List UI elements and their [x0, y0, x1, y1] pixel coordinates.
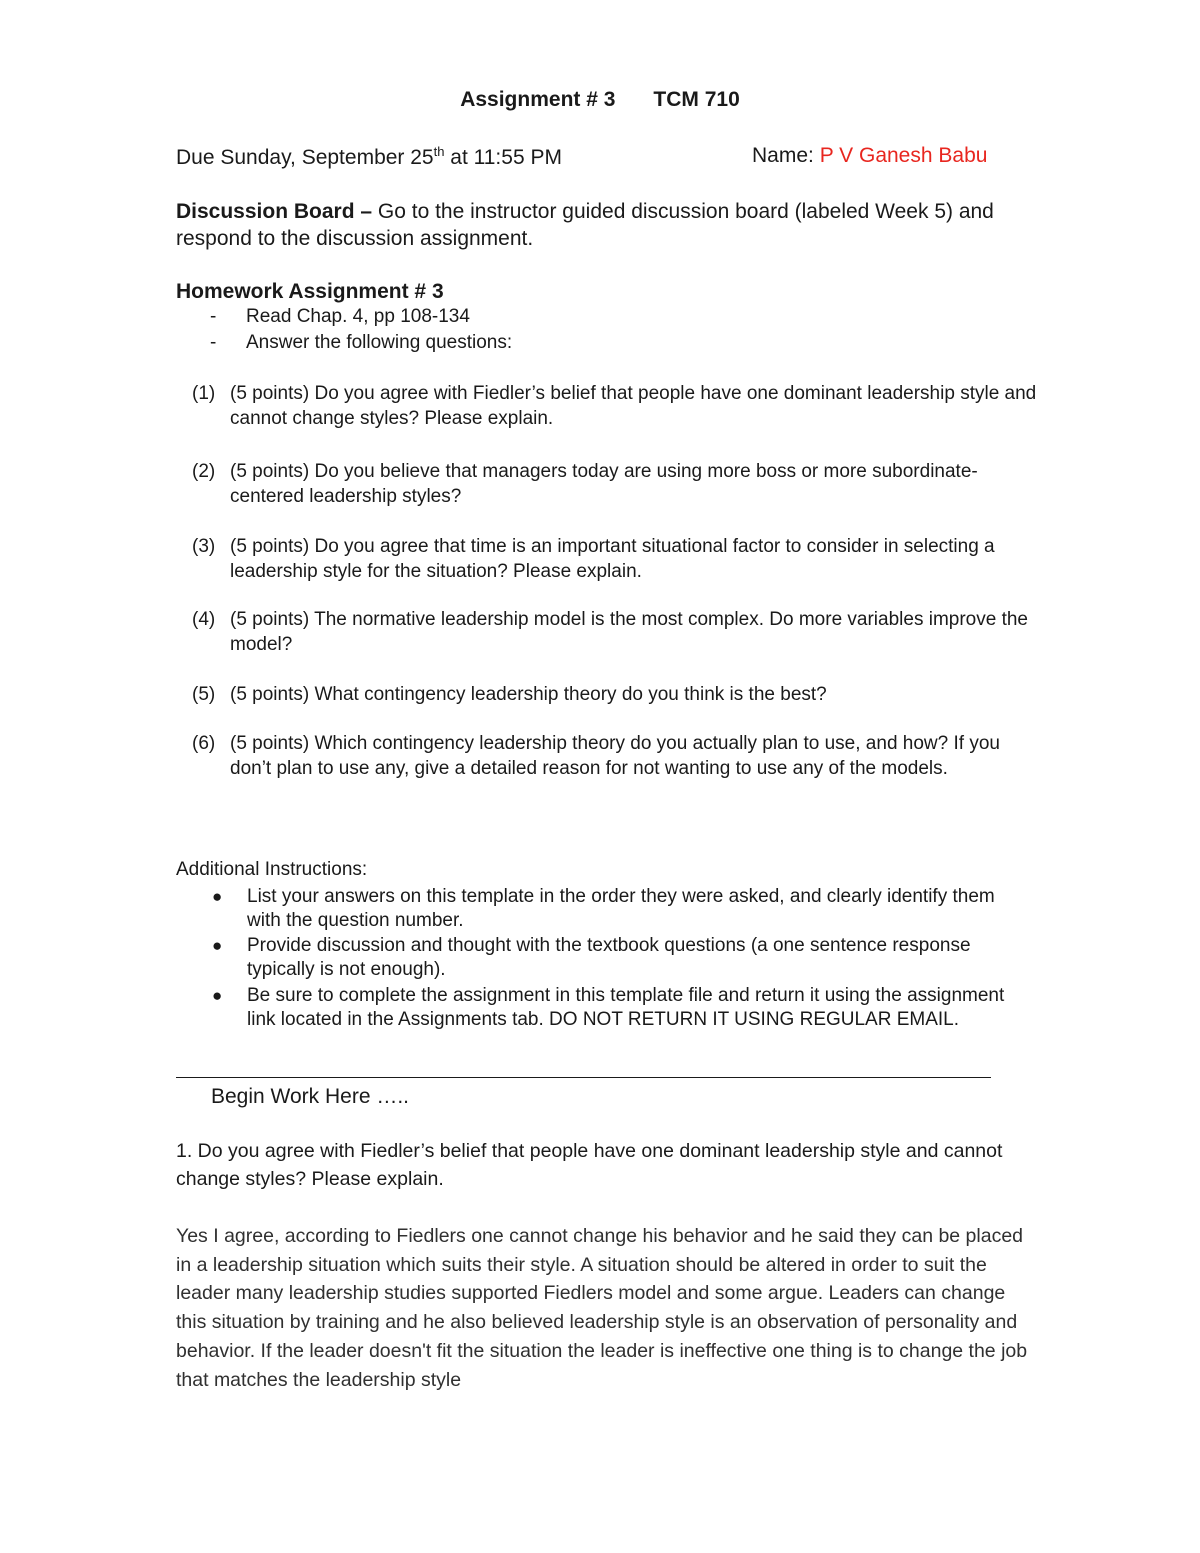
task-item: - Read Chap. 4, pp 108-134 [210, 306, 470, 327]
dash-marker: - [210, 306, 217, 327]
question-text: (5 points) Do you agree with Fiedler’s belief that people have one dominant leadership style and cannot change styles? Please explain. [230, 383, 1037, 429]
homework-heading: Homework Assignment # 3 [176, 280, 444, 303]
instruction-text: Be sure to complete the assignment in this template file and return it using the assignment link located in the Assignments tab. DO NOT RETURN IT USING REGULAR EMAIL. [247, 985, 1005, 1030]
question-number: (4) [192, 609, 216, 630]
question-number: (1) [192, 383, 216, 404]
due-date: Due Sunday, September 25th at 11:55 PM [176, 144, 562, 169]
question-number: (5) [192, 684, 216, 705]
question-item [192, 607, 1042, 657]
question-item [192, 731, 1042, 781]
question-number: (2) [192, 461, 216, 482]
discussion-heading: Discussion Board – [176, 200, 378, 223]
question-number: (3) [192, 536, 216, 557]
question-number: (6) [192, 733, 216, 754]
question-text: (5 points) What contingency leadership theory do you think is the best? [230, 684, 827, 705]
answer-text[interactable]: Yes I agree, according to Fiedlers one cannot change his behavior and he said they can be placed in a leadership situation which suits their style. A situation should be altered in order to suit the leader many leadership studies supported Fiedlers model and some argue. Leaders can change this situation by training and he also believed leadership style is an observation of personality and behavior. If the leader doesn't fit the situation the leader is ineffective one thing is to change the job that matches the leadership style [176, 1225, 1028, 1391]
horizontal-divider [176, 1077, 991, 1078]
question-text: (5 points) Which contingency leadership theory do you actually plan to use, and how? If you don’t plan to use any, give a detailed reason for not wanting to use any of the models. [230, 733, 1000, 779]
instruction-text: Provide discussion and thought with the textbook questions (a one sentence response typically is not enough). [247, 935, 971, 980]
question-item [192, 381, 1042, 431]
question-item [192, 534, 1042, 584]
page-title [0, 88, 1200, 112]
bullet-icon: ● [212, 986, 223, 1005]
instruction-text: List your answers on this template in the order they were asked, and clearly identify them with the question number. [247, 886, 995, 931]
bullet-icon: ● [212, 936, 223, 955]
bullet-icon: ● [212, 887, 223, 906]
instruction-item [212, 885, 1012, 933]
question-item [192, 459, 1042, 509]
additional-instructions-heading: Additional Instructions: [176, 859, 368, 880]
begin-work-label: Begin Work Here ….. [211, 1085, 410, 1108]
answer-question-text: 1. Do you agree with Fiedler’s belief that people have one dominant leadership style and cannot change styles? Please explain. [176, 1140, 1003, 1190]
question-item [192, 682, 1042, 707]
task-item: - Answer the following questions: [210, 332, 513, 353]
instruction-item [212, 934, 1012, 982]
course-code: TCM 710 [653, 88, 740, 111]
question-text: (5 points) Do you believe that managers today are using more boss or more subordinate-centered leadership styles? [230, 461, 978, 507]
student-name [752, 144, 987, 168]
question-text: (5 points) The normative leadership model is the most complex. Do more variables improve the model? [230, 609, 1028, 655]
question-text: (5 points) Do you agree that time is an important situational factor to consider in selecting a leadership style for the situation? Please explain. [230, 536, 995, 582]
name-value: P V Ganesh Babu [819, 144, 988, 167]
assignment-number: Assignment # 3 [460, 88, 616, 111]
dash-marker: - [210, 332, 217, 353]
name-label: Name: [752, 144, 820, 167]
discussion-text: Go to the instructor guided discussion board (labeled Week 5) and respond to the discussion assignment. [176, 200, 994, 250]
discussion-board-paragraph [176, 198, 1036, 252]
instruction-item [212, 984, 1012, 1032]
